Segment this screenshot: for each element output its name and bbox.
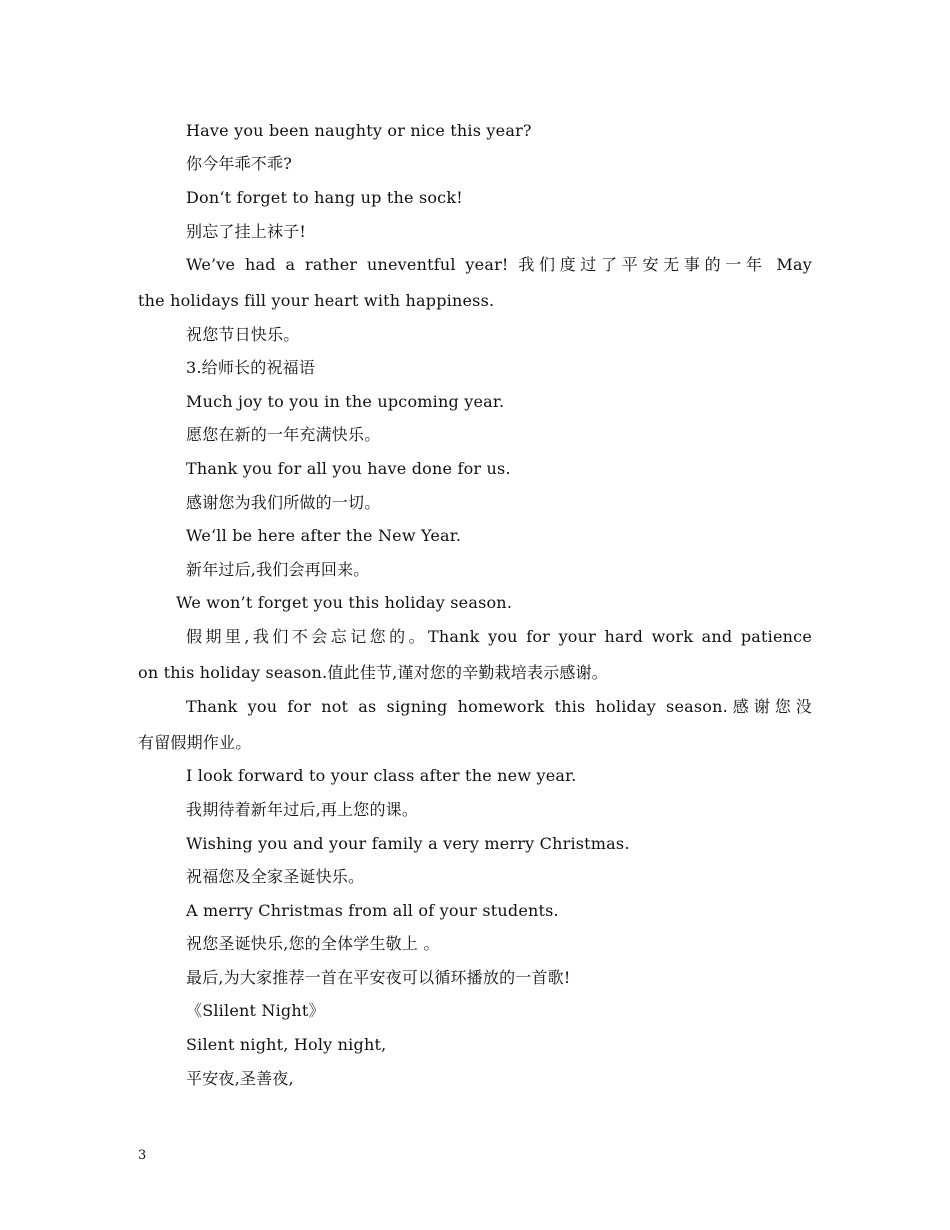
lyric-line: Silent night, Holy night, <box>186 1035 387 1054</box>
text-line: We‘ll be here after the New Year. <box>186 526 462 545</box>
text-line: the holidays fill your heart with happiness. <box>138 291 495 310</box>
text-line-content: 假期里,我们不会忘记您的。Thank you for your hard work and patience <box>186 627 812 646</box>
text-line: 别忘了挂上袜子! <box>186 222 307 241</box>
text-line: We won’t forget you this holiday season. <box>176 593 513 612</box>
text-line: A merry Christmas from all of your students. <box>186 901 559 920</box>
lyric-line: 平安夜,圣善夜, <box>186 1069 294 1088</box>
text-line: 你今年乖不乖? <box>186 154 292 173</box>
text-line: Have you been naughty or nice this year? <box>186 121 532 140</box>
text-line: on this holiday season.值此佳节,谨对您的辛勤栽培表示感谢。 <box>138 663 608 682</box>
text-line <box>186 255 812 275</box>
text-line: 最后,为大家推荐一首在平安夜可以循环播放的一首歌! <box>186 968 571 987</box>
text-line: 祝福您及全家圣诞快乐。 <box>186 867 365 886</box>
text-line <box>186 627 812 647</box>
text-line: 新年过后,我们会再回来。 <box>186 560 370 579</box>
text-line: 愿您在新的一年充满快乐。 <box>186 425 381 444</box>
text-line: 感谢您为我们所做的一切。 <box>186 493 381 512</box>
text-line: I look forward to your class after the new year. <box>186 766 577 785</box>
song-title: 《Slilent Night》 <box>186 1001 325 1020</box>
text-line: Don‘t forget to hang up the sock! <box>186 188 463 207</box>
section-heading: 3.给师长的祝福语 <box>186 358 316 377</box>
text-line <box>186 697 812 717</box>
text-line: Wishing you and your family a very merry Christmas. <box>186 834 630 853</box>
text-line: 我期待着新年过后,再上您的课。 <box>186 800 419 819</box>
text-line: 祝您节日快乐。 <box>186 325 300 344</box>
text-line: 有留假期作业。 <box>138 733 252 752</box>
text-line-content: Thank you for not as signing homework this holiday season.感谢您没 <box>186 697 812 716</box>
text-line: Much joy to you in the upcoming year. <box>186 392 505 411</box>
text-line: Thank you for all you have done for us. <box>186 459 511 478</box>
text-line: 祝您圣诞快乐,您的全体学生敬上 。 <box>186 934 440 953</box>
text-line-content: We’ve had a rather uneventful year! 我们度过了平安无事的一年 May <box>186 255 812 274</box>
page-number: 3 <box>138 1148 147 1163</box>
